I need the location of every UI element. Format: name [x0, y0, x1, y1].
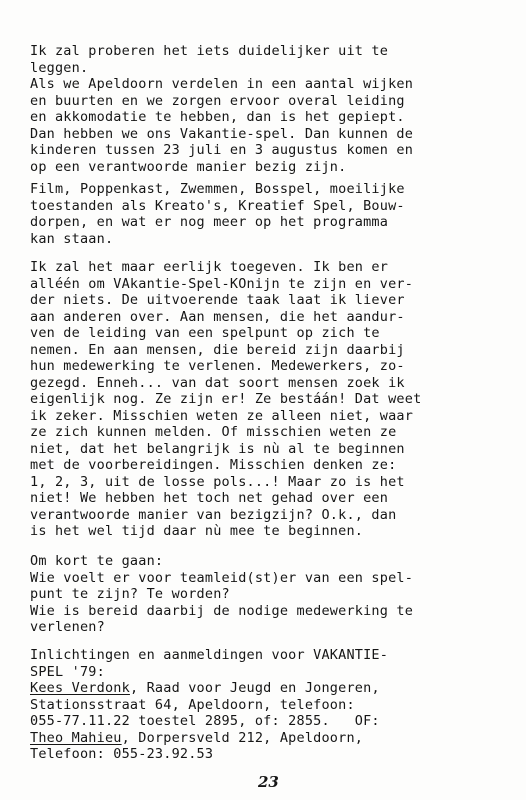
text-line: Wie is bereid daarbij de nodige medewerking te	[30, 602, 414, 619]
text-line: toestanden als Kreato's, Kreatief Spel, Bouw-	[30, 197, 405, 214]
contact-organisation: , Raad voor Jeugd en Jongeren,	[129, 680, 380, 696]
text-line: kan staan.	[30, 230, 114, 247]
paragraph-activities	[30, 181, 510, 247]
contact-person-line	[30, 730, 510, 747]
paragraph-call-for-volunteers	[30, 259, 510, 540]
text-line: verantwoorde manier van bezigzijn? O.k., dan	[30, 506, 397, 523]
text-line: Ik zal proberen het iets duidelijker uit te	[30, 43, 389, 59]
text-line: hun medewerking te verlenen. Medewerkers, zo-	[30, 358, 405, 374]
text-line: verlenen?	[30, 619, 105, 635]
text-line: SPEL '79:	[30, 663, 105, 680]
text-line: eigenlijk nog. Ze zijn er! Ze bestáán! Dat weet	[30, 391, 422, 407]
text-line: kinderen tussen 23 juli en 3 augustus komen en	[30, 142, 414, 158]
contact-name-kees-verdonk: Kees Verdonk	[30, 680, 130, 696]
text-line: ven de leiding van een spelpunt op zich te	[30, 325, 380, 341]
text-line: alléén om VAkantie-Spel-KOnijn te zijn en ver-	[30, 275, 414, 292]
text-line: dorpen, en wat er nog meer op het programma	[30, 214, 389, 230]
text-line: Ik zal het maar eerlijk toegeven. Ik ben er	[30, 259, 389, 275]
contact-info	[30, 647, 510, 763]
text-line: Inlichtingen en aanmeldingen voor VAKANTIE-	[30, 647, 389, 663]
text-line: der niets. De uitvoerende taak laat ik liever	[30, 292, 405, 308]
text-line: en buurten en we zorgen ervoor overal leiding	[30, 92, 405, 109]
contact-person-line	[30, 680, 510, 697]
text-line: Film, Poppenkast, Zwemmen, Bosspel, moeilijke	[30, 181, 405, 197]
text-line: ze zich kunnen melden. Of misschien weten ze	[30, 424, 397, 440]
text-line: Dan hebben we ons Vakantie-spel. Dan kunnen de	[30, 125, 414, 142]
text-line: en akkomodatie te hebben, dan is het gepiept.	[30, 109, 405, 125]
text-line: 1, 2, 3, uit de losse pols...! Maar zo is het	[30, 473, 405, 490]
paragraph-intro	[30, 43, 510, 175]
text-line: Als we Apeldoorn verdelen in een aantal wijken	[30, 76, 414, 92]
text-line: Stationsstraat 64, Apeldoorn, telefoon:	[30, 696, 355, 713]
text-line: niet, dat het belangrijk is nù al te beginnen	[30, 440, 405, 457]
text-line: leggen.	[30, 59, 89, 76]
text-line: Telefoon: 055-23.92.53	[30, 746, 214, 762]
paragraph-questions	[30, 553, 510, 636]
contact-address: , Dorpersveld 212, Apeldoorn,	[121, 729, 364, 746]
text-line: Wie voelt er voor teamleid(st)er van een spel-	[30, 569, 414, 586]
text-line: is het wel tijd daar nù mee te beginnen.	[30, 523, 364, 539]
page-number: 23	[258, 773, 279, 791]
text-line: punt te zijn? Te worden?	[30, 586, 230, 602]
text-line: op een verantwoorde manier bezig zijn.	[30, 158, 347, 175]
contact-name-theo-mahieu: Theo Mahieu	[30, 729, 122, 746]
text-line: nemen. En aan mensen, die bereid zijn daarbij	[30, 341, 405, 358]
text-line: 055-77.11.22 toestel 2895, of: 2855. OF:	[30, 713, 380, 729]
text-line: aan anderen over. Aan mensen, die het aandur-	[30, 308, 405, 325]
text-line: Om kort te gaan:	[30, 553, 164, 569]
text-line: ik zeker. Misschien weten ze alleen niet, waar	[30, 407, 414, 424]
text-line: niet! We hebben het toch net gehad over een	[30, 490, 389, 506]
text-line: met de voorbereidingen. Misschien denken ze:	[30, 457, 397, 473]
text-line: gezegd. Enneh... van dat soort mensen zoek ik	[30, 374, 405, 391]
